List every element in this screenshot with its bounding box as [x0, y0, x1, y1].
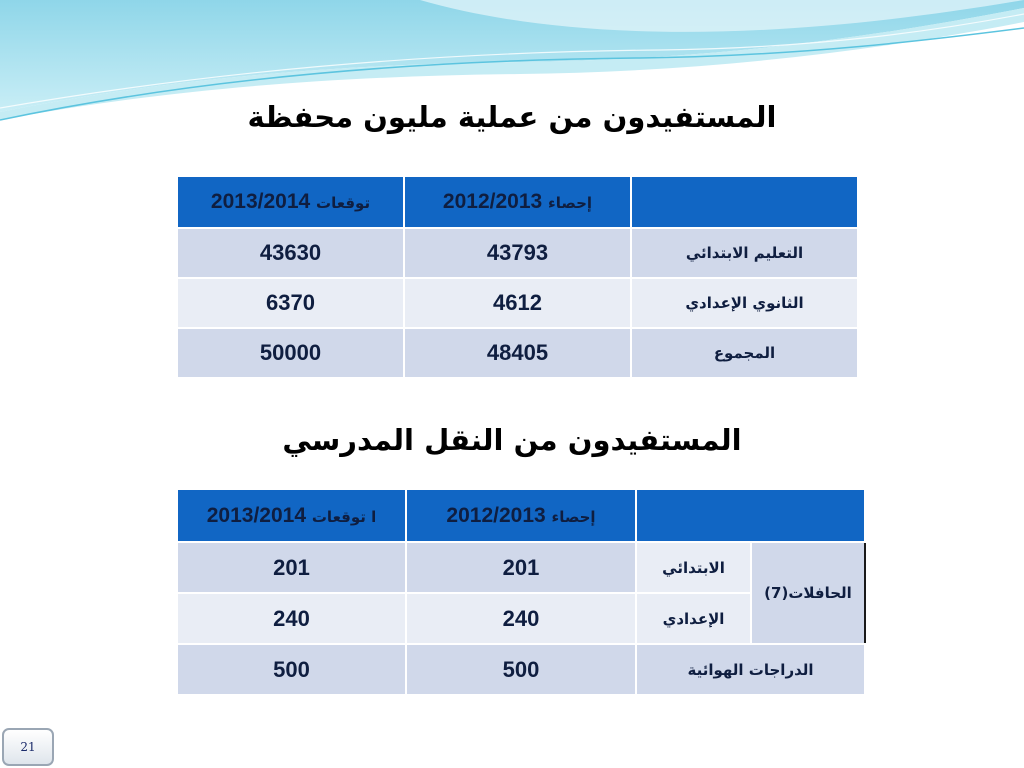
header-label-cell [631, 176, 858, 228]
header-2014-cell [177, 489, 406, 542]
value-2014: 240 [177, 593, 406, 644]
table-header-row [177, 489, 865, 542]
table-row [177, 542, 865, 593]
value-2014: 201 [177, 542, 406, 593]
value-2014: 50000 [177, 328, 404, 378]
page-number: 21 [20, 740, 36, 754]
value-2013: 48405 [404, 328, 631, 378]
row-label: الابتدائي [636, 542, 751, 593]
value-2014: 6370 [177, 278, 404, 328]
table-row [177, 278, 858, 328]
bus-group-text: الحافلات(7) [764, 584, 852, 602]
header-2013-cell [404, 176, 631, 228]
header-2014-text: توقعات [316, 194, 371, 212]
table-header-row [177, 176, 858, 228]
value-2014: 500 [177, 644, 406, 695]
value-2013: 500 [406, 644, 636, 695]
table-row [177, 644, 865, 695]
value-2013: 4612 [404, 278, 631, 328]
row-label: التعليم الابتدائي [631, 228, 858, 278]
value-2013: 240 [406, 593, 636, 644]
page-number-badge [2, 728, 54, 766]
table2-title: المستفيدون من النقل المدرسي [282, 423, 742, 457]
wallet-beneficiaries-table [176, 175, 859, 379]
header-2013-text: إحصاء [548, 194, 593, 212]
header-label-cell [636, 489, 865, 542]
row-label: الثانوي الإعدادي [631, 278, 858, 328]
header-2014-text: ا توقعات [311, 507, 377, 526]
header-2013-cell [406, 489, 636, 542]
row-label: الإعدادي [636, 593, 751, 644]
header-2013-year: 2012/2013 [442, 190, 543, 213]
value-2014: 43630 [177, 228, 404, 278]
value-2013: 201 [406, 542, 636, 593]
school-transport-table [176, 488, 866, 696]
header-2014-year: 2013/2014 [210, 190, 311, 213]
table1-title: المستفيدون من عملية مليون محفظة [247, 100, 777, 134]
header-2013-year: 2012/2013 [446, 503, 546, 527]
table-row [177, 228, 858, 278]
row-label: المجموع [631, 328, 858, 378]
value-2013: 43793 [404, 228, 631, 278]
header-2013-text: إحصاء [551, 507, 596, 526]
table-row [177, 328, 858, 378]
header-2014-cell [177, 176, 404, 228]
row-label: الدراجات الهوائية [636, 644, 865, 695]
header-2014-year: 2013/2014 [206, 503, 307, 527]
bus-group-label [751, 542, 865, 644]
